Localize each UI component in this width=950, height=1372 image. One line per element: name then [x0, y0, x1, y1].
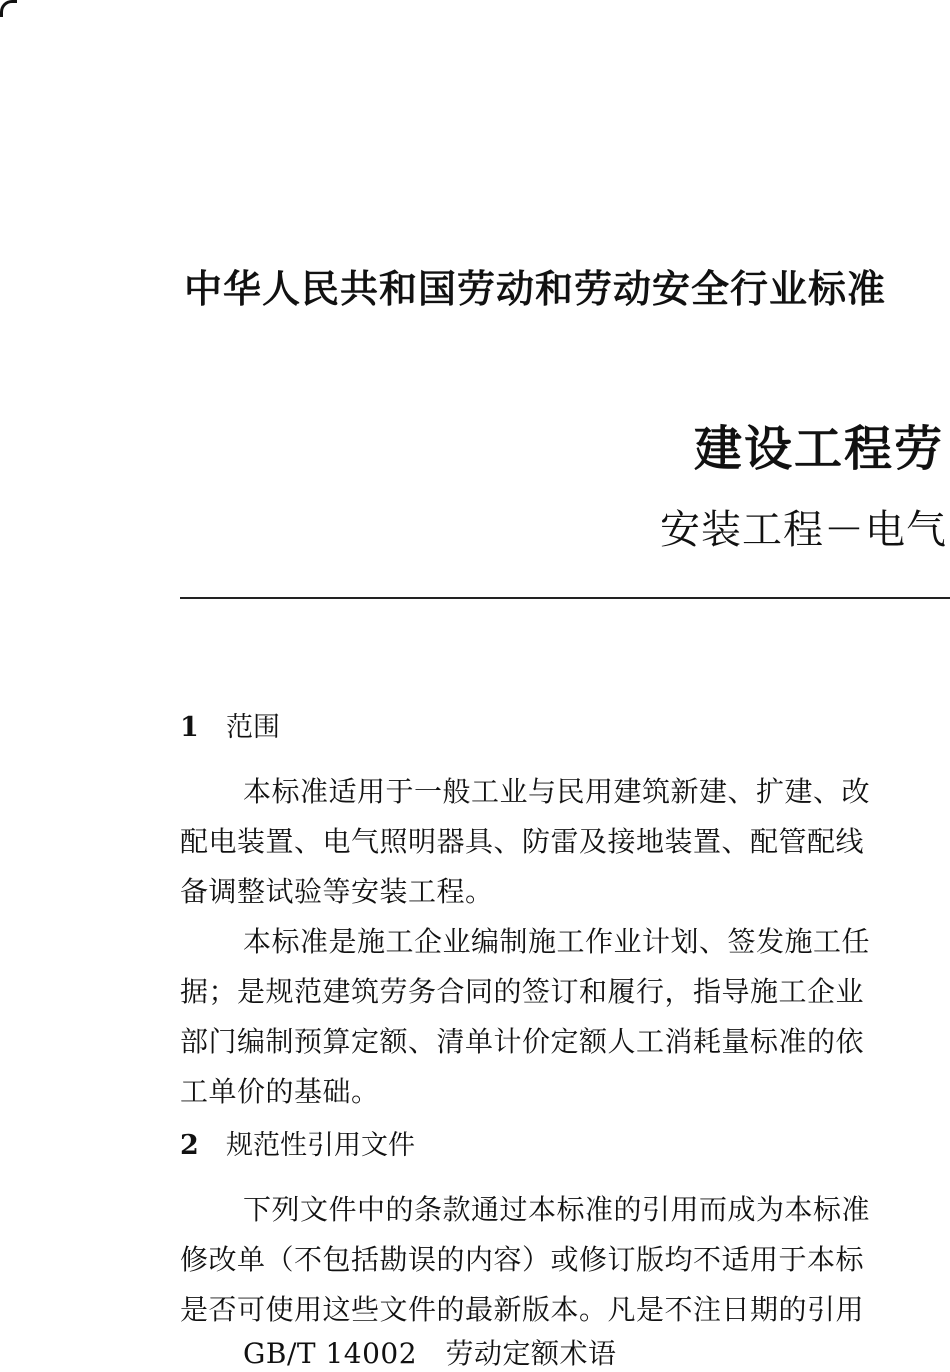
standard-header: 中华人民共和国劳动和劳动安全行业标准 [184, 267, 887, 311]
section-number: 2 [180, 1130, 199, 1161]
paragraph-line: 是否可使用这些文件的最新版本。凡是不注日期的引用 [180, 1293, 865, 1326]
section-number: 1 [180, 712, 199, 743]
section-title: 范围 [226, 712, 280, 743]
section-2-heading [180, 1123, 415, 1162]
paragraph-line: 据；是规范建筑劳务合同的签订和履行，指导施工企业 [180, 975, 865, 1008]
paragraph-line: 本标准适用于一般工业与民用建筑新建、扩建、改 [243, 775, 871, 808]
document-subtitle: 安装工程－电气 [660, 507, 947, 553]
section-title: 规范性引用文件 [226, 1130, 415, 1161]
section-1-heading [180, 705, 280, 744]
paragraph-line: 修改单（不包括勘误的内容）或修订版均不适用于本标 [180, 1243, 865, 1276]
paragraph-line: 下列文件中的条款通过本标准的引用而成为本标准 [243, 1193, 871, 1226]
paragraph-line: 备调整试验等安装工程。 [180, 875, 494, 908]
paragraph-line: 部门编制预算定额、清单计价定额人工消耗量标准的依 [180, 1025, 865, 1058]
paragraph-line: 配电装置、电气照明器具、防雷及接地装置、配管配线 [180, 825, 865, 858]
document-title: 建设工程劳 [694, 421, 945, 477]
title-divider [180, 597, 950, 599]
paragraph-line: 工单价的基础。 [180, 1075, 380, 1108]
paragraph-line-partial: GB/T 14002 劳动定额术语 [243, 1337, 617, 1370]
paragraph-line: 本标准是施工企业编制施工作业计划、签发施工任 [243, 925, 871, 958]
